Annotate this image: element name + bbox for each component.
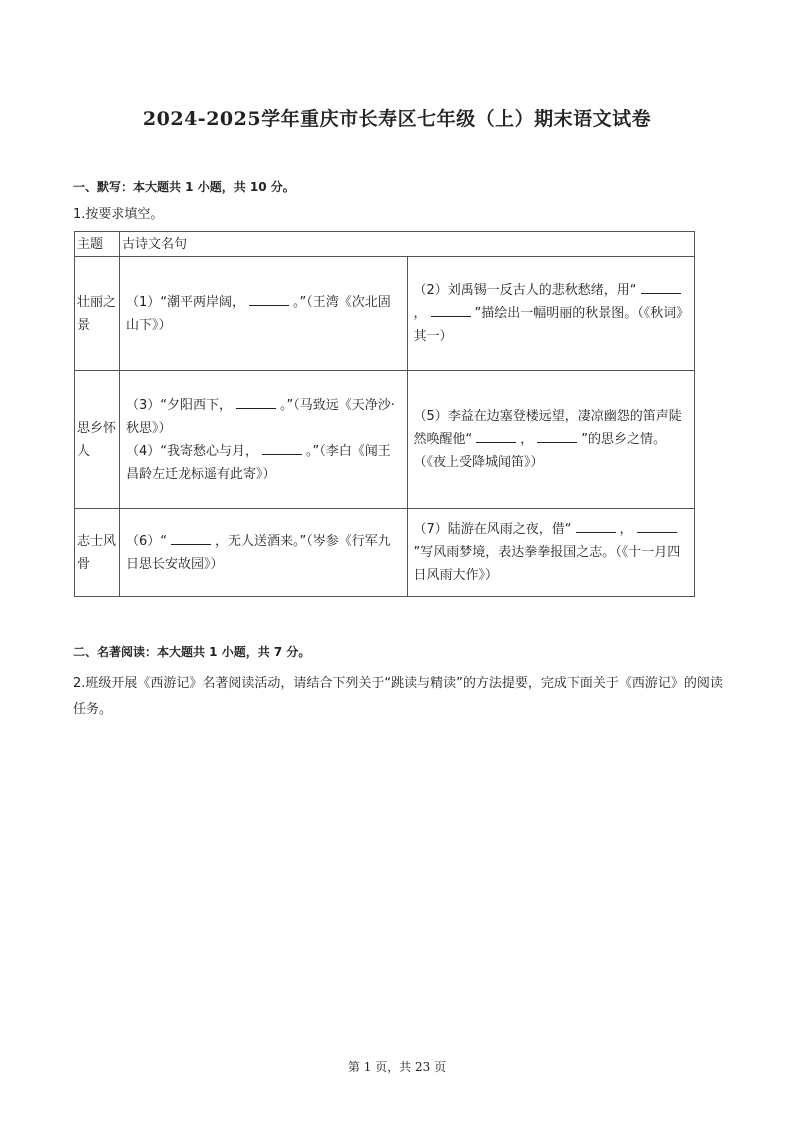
- text: 。”（马致远《天净沙·秋思》）: [126, 397, 395, 436]
- text: （6）“: [126, 533, 168, 549]
- header-theme: 主题: [75, 232, 120, 257]
- answer-blank[interactable]: [431, 304, 471, 317]
- page-footer: 第 1 页，共 23 页: [347, 1060, 447, 1074]
- row-right-cell: [407, 371, 695, 509]
- answer-blank[interactable]: [537, 430, 577, 443]
- answer-blank[interactable]: [236, 396, 276, 409]
- text: ，: [619, 522, 633, 537]
- text: ，: [520, 432, 534, 447]
- text: ”写风雨梦境，表达拳拳报国之志。（《十一月四日风雨大作》）: [413, 545, 681, 583]
- text: （5）李益在边塞登楼远望，凄凉幽怨的笛声陡然唤醒他“: [413, 409, 682, 447]
- text: （3）“夕阳西下，: [126, 397, 233, 413]
- poem-table: [74, 231, 695, 597]
- row-right-cell: [407, 257, 695, 371]
- answer-blank[interactable]: [641, 281, 681, 294]
- section-1-heading: 一、默写：本大题共 1 小题，共 10 分。: [73, 180, 295, 194]
- question-1-prompt: 1.按要求填空。: [73, 207, 164, 222]
- table-header-row: [75, 232, 695, 257]
- row-theme: 壮丽之景: [75, 257, 120, 371]
- row-theme: 思乡怀人: [75, 371, 120, 509]
- header-lines: 古诗文名句: [120, 232, 695, 257]
- text: （7）陆游在风雨之夜，借“: [413, 522, 572, 537]
- row-left-cell: [120, 371, 408, 509]
- text: （1）“潮平两岸阔，: [126, 294, 246, 310]
- section-2-heading: 二、名著阅读：本大题共 1 小题，共 7 分。: [73, 645, 311, 659]
- text: （4）“我寄愁心与月，: [126, 443, 259, 459]
- answer-blank[interactable]: [171, 532, 211, 545]
- text: ，无人送酒来。”（岑参《行军九日思长安故园》）: [126, 533, 391, 572]
- table-row: [75, 509, 695, 597]
- text: ”描绘出一幅明丽的秋景图。（《秋词》其一）: [413, 306, 690, 344]
- table-row: [75, 257, 695, 371]
- answer-blank[interactable]: [576, 520, 616, 533]
- text: ，: [413, 306, 427, 321]
- row-left-cell: [120, 509, 408, 597]
- question-2-text: 2.班级开展《西游记》名著阅读活动，请结合下列关于“跳读与精读”的方法提要，完成下面关于《西游记》的阅读任务。: [73, 676, 723, 717]
- row-theme: 志士风骨: [75, 509, 120, 597]
- text: 。”（王湾《次北固山下》）: [126, 294, 391, 333]
- text: （2）刘禹锡一反古人的悲秋愁绪，用“: [413, 283, 637, 298]
- table-row: [75, 371, 695, 509]
- row-right-cell: [407, 509, 695, 597]
- answer-blank[interactable]: [476, 430, 516, 443]
- row-left-cell: [120, 257, 408, 371]
- answer-blank[interactable]: [637, 520, 677, 533]
- answer-blank[interactable]: [249, 293, 289, 306]
- page-title: 2024-2025学年重庆市长寿区七年级（上）期末语文试卷: [142, 108, 652, 130]
- answer-blank[interactable]: [262, 442, 302, 455]
- text: ”的思乡之情。（《夜上受降城闻笛》）: [413, 432, 667, 470]
- text: 。”（李白《闻王昌龄左迁龙标遥有此寄》）: [126, 443, 391, 482]
